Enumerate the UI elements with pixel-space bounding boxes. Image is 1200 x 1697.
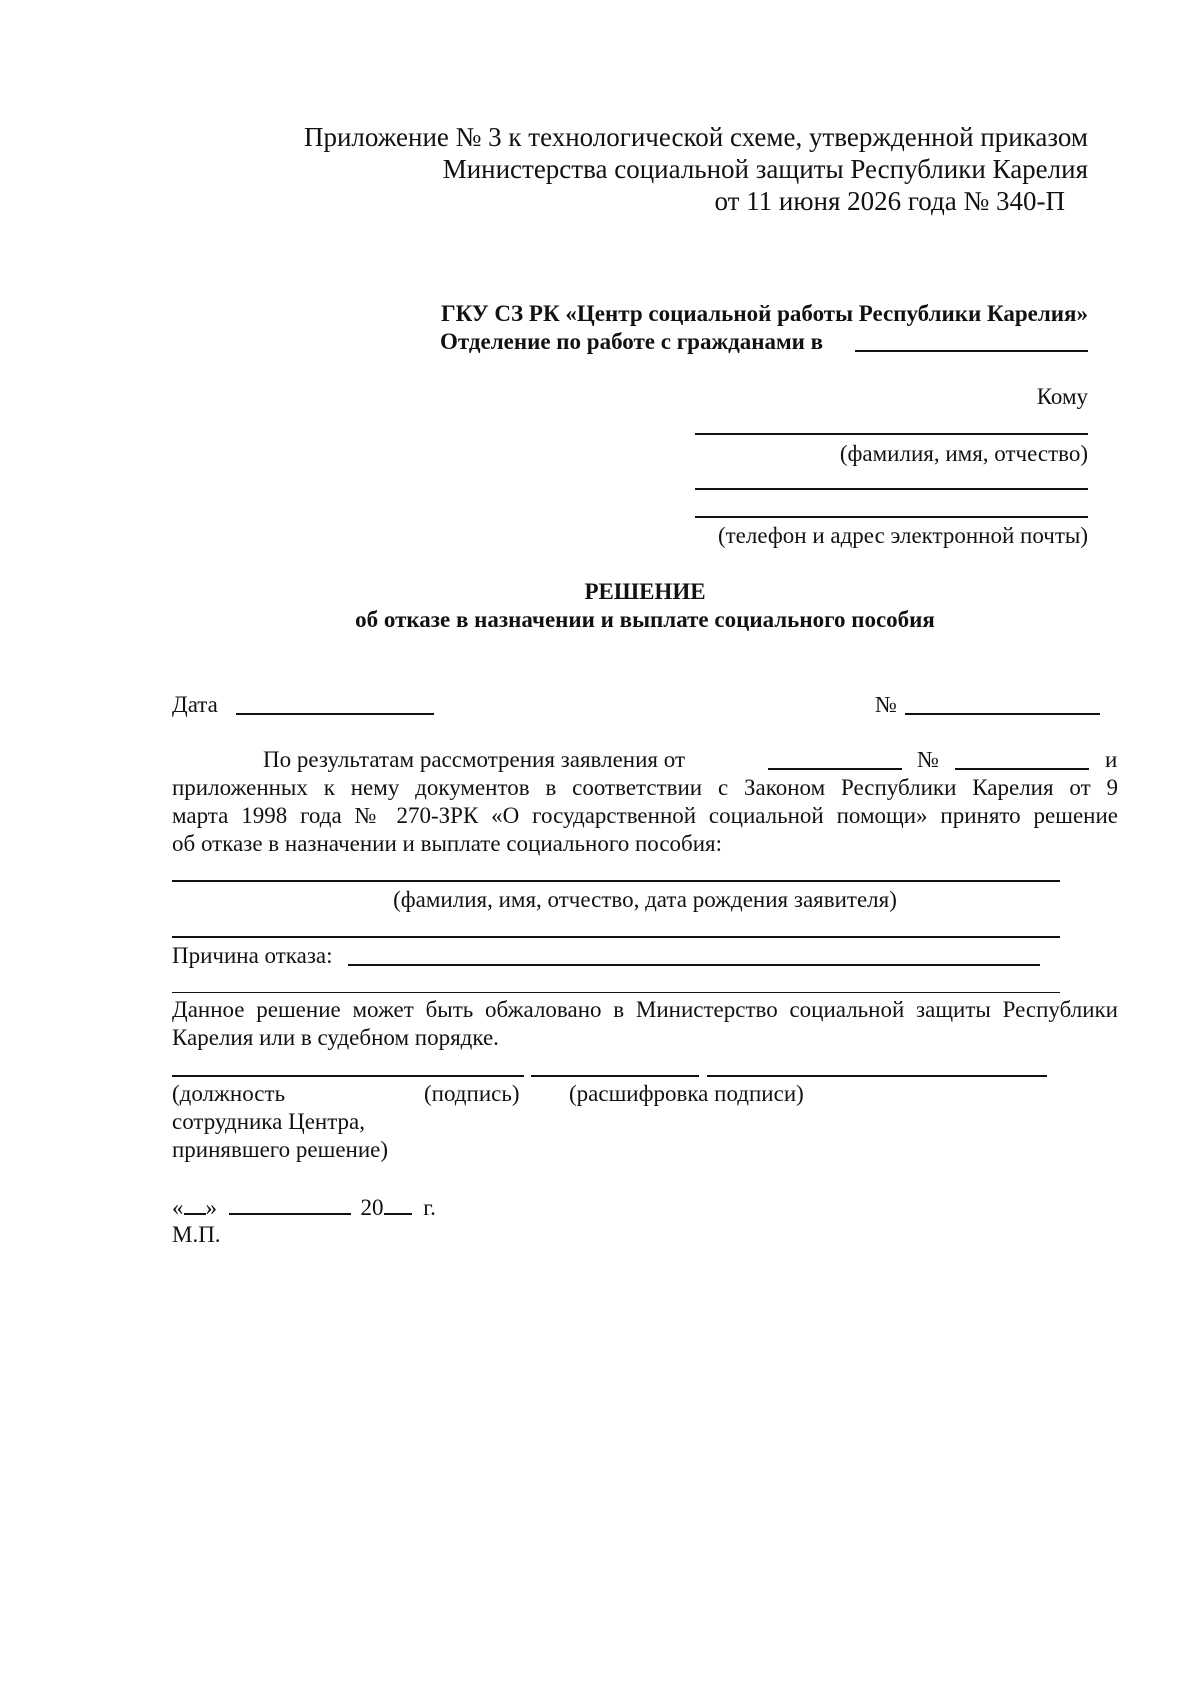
footer-quote-close: »: [205, 1195, 217, 1220]
annex-line-2: Министерства социальной защиты Республики Карелия: [442, 154, 1088, 184]
appeal-line-1: Данное решение может быть обжаловано в Министерство социальной защиты Республики: [172, 997, 1118, 1022]
body-line-4: об отказе в назначении и выплате социального пособия:: [172, 831, 723, 856]
refusal-reason-blank-2: [172, 992, 1060, 993]
department-blank: [855, 350, 1088, 352]
signature-decode-caption: (расшифровка подписи): [569, 1081, 804, 1106]
footer-day-blank: [184, 1193, 206, 1215]
body-line-2: приложенных к нему документов в соответствии с Законом Республики Карелия от 9: [172, 775, 1118, 800]
date-label: Дата: [172, 692, 218, 717]
number-label: №: [875, 692, 897, 717]
signature-sign-blank: [531, 1075, 699, 1077]
recipient-contact-blank-2: [695, 516, 1088, 518]
annex-line-3: от 11 июня 2026 года № 340-П: [714, 186, 1065, 216]
footer-year-suffix: г.: [423, 1195, 436, 1220]
applicant-blank-2: [172, 936, 1060, 938]
refusal-label: Причина отказа:: [172, 943, 333, 968]
footer-quote-open: «: [172, 1195, 184, 1220]
footer-year-blank: [384, 1193, 412, 1215]
organization-name: ГКУ СЗ РК «Центр социальной работы Республики Карелия»: [440, 301, 1088, 326]
document-title: РЕШЕНИЕ: [584, 579, 706, 604]
refusal-reason-blank: [348, 964, 1040, 966]
signature-decode-blank: [707, 1075, 1047, 1077]
signature-position-line-2: сотрудника Центра,: [172, 1109, 366, 1134]
applicant-blank: [172, 880, 1060, 882]
body-line-3: марта 1998 года № 270-ЗРК «О государственной социальной помощи» принято решение: [172, 803, 1118, 828]
signature-sign-caption: (подпись): [424, 1081, 520, 1106]
signature-position-line-1: (должность: [172, 1081, 286, 1106]
footer-month-blank: [229, 1193, 351, 1215]
recipient-to-label: Кому: [1036, 384, 1088, 409]
recipient-name-blank: [695, 433, 1088, 435]
application-number-blank: [955, 768, 1089, 770]
appeal-line-2: Карелия или в судебном порядке.: [172, 1025, 499, 1050]
signature-position-line-3: принявшего решение): [172, 1137, 389, 1162]
recipient-contact-blank-1: [695, 488, 1088, 490]
signature-position-blank: [172, 1075, 524, 1077]
annex-line-1: Приложение № 3 к технологической схеме, утвержденной приказом: [303, 122, 1088, 152]
department-label: Отделение по работе с гражданами в: [440, 329, 824, 354]
recipient-name-caption: (фамилия, имя, отчество): [839, 441, 1088, 466]
application-date-blank: [768, 768, 902, 770]
body-line-1-start: По результатам рассмотрения заявления от: [263, 747, 685, 772]
footer-date-line: [172, 1193, 436, 1222]
body-line-1-and: и: [1105, 747, 1118, 772]
body-line-1-no: №: [917, 747, 939, 772]
footer-year-prefix: 20: [360, 1195, 384, 1220]
applicant-caption: (фамилия, имя, отчество, дата рождения заявителя): [393, 887, 897, 912]
recipient-contact-caption: (телефон и адрес электронной почты): [717, 523, 1088, 548]
number-blank: [905, 713, 1100, 715]
stamp-label: М.П.: [172, 1222, 221, 1247]
date-blank: [236, 713, 434, 715]
document-subtitle: об отказе в назначении и выплате социального пособия: [355, 607, 935, 632]
